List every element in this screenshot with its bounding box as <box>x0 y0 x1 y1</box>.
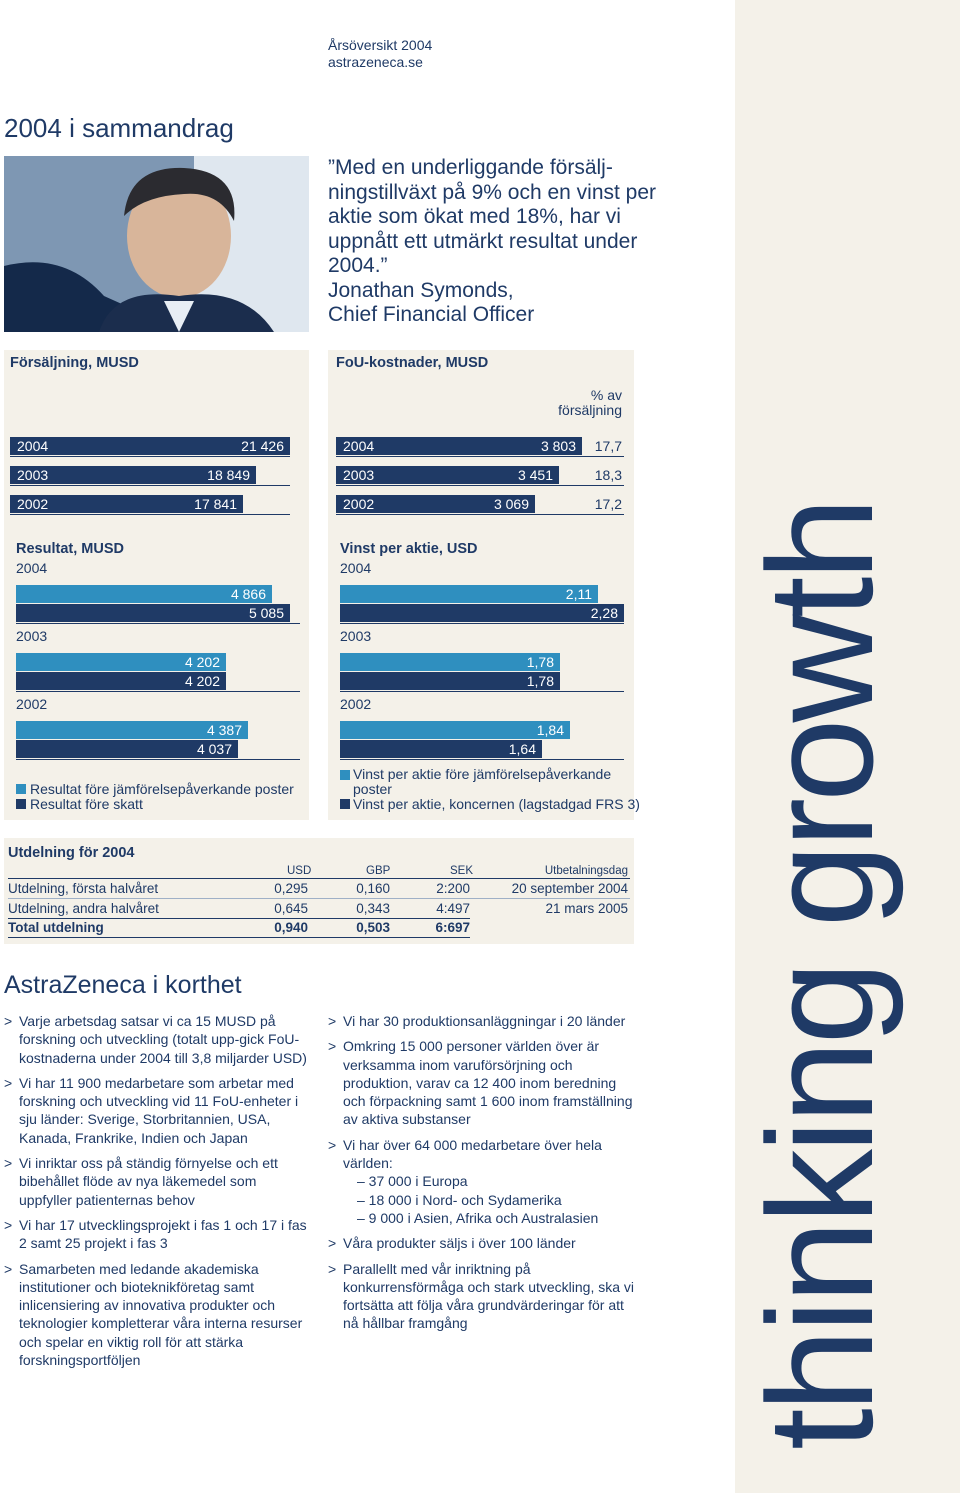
list-item: > Våra produkter säljs i över 100 länder <box>328 1235 576 1252</box>
list-item: > Vi har 17 utvecklingsprojekt i fas 1 och 17 i fas 2 samt 25 projekt i fas 3 <box>4 1216 307 1252</box>
eps-value-a: 2,11 <box>565 586 592 602</box>
eps-value-a: 1,78 <box>526 654 554 670</box>
rnd-value: 3 069 <box>493 496 529 512</box>
result-value-b: 4 037 <box>196 741 232 757</box>
div-total-label: Total utdelning <box>8 920 104 935</box>
eps-value-b: 2,28 <box>590 605 618 621</box>
result-legend-b: Resultat före skatt <box>30 796 143 812</box>
rnd-baseline <box>336 456 624 457</box>
portrait-photo <box>4 156 309 332</box>
eps-value-b: 1,78 <box>526 673 554 689</box>
pct-header: % av försäljning <box>558 387 622 418</box>
div-row1-date: 20 september 2004 <box>511 881 628 896</box>
sub-item: – 9 000 i Asien, Afrika och Australasien <box>357 1209 599 1226</box>
sub-item: – 18 000 i Nord- och Sydamerika <box>357 1191 562 1208</box>
eps-baseline <box>340 759 624 760</box>
div-total-usd: 0,940 <box>274 920 308 935</box>
div-row2-label: Utdelning, andra halvåret <box>8 901 159 916</box>
quote-author: Jonathan Symonds, <box>328 278 514 302</box>
sales-value: 21 426 <box>241 438 284 454</box>
sales-year: 2002 <box>17 496 49 512</box>
table-line <box>8 878 630 879</box>
col-date: Utbetalningsdag <box>544 865 628 877</box>
eps-legend-b: Vinst per aktie, koncernen (lagstadgad FRS 3) <box>353 796 640 812</box>
list-item: > Parallellt med vår inriktning på konkurrensförmåga och stark utveckling, ska vi fortsätta att följa våra grundvärderingar för att nå hållbar framgång <box>328 1260 635 1332</box>
rnd-pct: 17,2 <box>594 496 622 512</box>
result-title: Resultat, MUSD <box>16 541 124 557</box>
rnd-year: 2004 <box>343 438 375 454</box>
brief-right-list <box>328 1012 638 1340</box>
result-baseline <box>16 759 300 760</box>
rnd-value: 3 451 <box>517 467 553 483</box>
list-item: > Vi har över 64 000 medarbetare över hela världen: – 37 000 i Europa – 18 000 i Nord- och Sydamerika – 9 000 i Asien, Afrika och Australasien <box>328 1136 638 1227</box>
table-line <box>8 898 630 899</box>
eps-year: 2002 <box>340 696 372 712</box>
legend-dark-swatch <box>16 799 26 809</box>
report-header <box>328 37 432 71</box>
eps-year: 2004 <box>340 560 372 576</box>
eps-legend-a1: Vinst per aktie före jämförelsepåverkande <box>353 766 612 782</box>
eps-baseline <box>340 623 624 624</box>
result-year: 2002 <box>16 696 48 712</box>
eps-value-b: 1,64 <box>508 741 536 757</box>
quote-text: ”Med en underliggande försälj-ningstillväxt på 9% och en vinst per aktie som ökat med 18%, har vi uppnått ett utmärkt resultat under 2004.” <box>328 156 657 277</box>
list-item: > Varje arbetsdag satsar vi ca 15 MUSD på forskning och utveckling (totalt upp-gick FoU-kostnaderna under 2004 till 3,8 miljarder USD) <box>4 1013 307 1066</box>
rnd-pct: 18,3 <box>594 467 622 483</box>
brief-left-list <box>4 1012 309 1376</box>
div-row1-usd: 0,295 <box>274 881 308 896</box>
sales-value: 18 849 <box>207 467 250 483</box>
rnd-title: FoU-kostnader, MUSD <box>336 355 489 371</box>
quote-role: Chief Financial Officer <box>328 303 535 326</box>
ceo-quote <box>328 156 688 328</box>
result-value-a: 4 387 <box>206 722 242 738</box>
list-item: > Vi har 11 900 medarbetare som arbetar med forskning och utveckling vid 11 FoU-enheter i sju länder: Sverige, Storbritannien, USA, Kanada, Frankrike, Indien och Japan <box>4 1074 299 1146</box>
vertical-slogan: thinking growth <box>736 501 904 1450</box>
eps-title: Vinst per aktie, USD <box>340 541 478 557</box>
dividend-title: Utdelning för 2004 <box>8 845 135 861</box>
rnd-baseline <box>336 514 624 515</box>
div-total-gbp: 0,503 <box>356 920 390 935</box>
div-row2-date: 21 mars 2005 <box>545 901 628 916</box>
eps-legend-a2: poster <box>353 781 392 797</box>
list-item: > Samarbeten med ledande akademiska institutioner och bioteknikföretag samt inlicensiering av innovativa produkter och teknologier kompletterar våra interna resurser och spelar en viktig roll för att stärka forskningsportföljen <box>4 1260 303 1369</box>
col-gbp: GBP <box>366 865 391 877</box>
list-item: > Omkring 15 000 personer världen över är verksamma inom varuförsörjning och produktion, varav ca 12 400 inom beredning och förpackning samt 1 600 inom framställning av aktiva substanser <box>328 1038 633 1128</box>
div-row2-gbp: 0,343 <box>356 901 390 916</box>
list-item: > Vi har 30 produktionsanläggningar i 20 länder <box>328 1013 626 1029</box>
eps-legend-light-swatch <box>340 770 350 780</box>
sales-value: 17 841 <box>194 496 237 512</box>
rnd-year: 2002 <box>343 496 375 512</box>
table-line <box>8 937 470 938</box>
sales-year: 2004 <box>17 438 49 454</box>
result-year: 2004 <box>16 560 48 576</box>
sales-baseline <box>10 456 290 457</box>
eps-year: 2003 <box>340 628 372 644</box>
list-item: > Vi inriktar oss på ständig förnyelse och ett bibehållet flöde av nya läkemedel som uppfyller patienternas behov <box>4 1155 278 1208</box>
result-value-a: 4 202 <box>184 654 220 670</box>
result-value-b: 4 202 <box>184 673 220 689</box>
sub-item: – 37 000 i Europa <box>357 1173 468 1190</box>
rnd-year: 2003 <box>343 467 375 483</box>
rnd-baseline <box>336 485 624 486</box>
header-url[interactable]: astrazeneca.se <box>328 54 423 70</box>
header-title: Årsöversikt 2004 <box>328 37 433 53</box>
sales-year: 2003 <box>17 467 49 483</box>
sales-title: Försäljning, MUSD <box>10 355 139 371</box>
result-legend-a: Resultat före jämförelsepåverkande poster <box>30 781 294 797</box>
eps-legend-dark-swatch <box>340 799 350 809</box>
brief-title: AstraZeneca i korthet <box>4 971 242 999</box>
rnd-pct: 17,7 <box>594 438 622 454</box>
col-usd: USD <box>287 865 312 877</box>
eps-value-a: 1,84 <box>536 722 564 738</box>
sales-baseline <box>10 514 290 515</box>
legend-light-swatch <box>16 784 26 794</box>
sales-baseline <box>10 485 290 486</box>
div-row1-gbp: 0,160 <box>356 881 390 896</box>
result-baseline <box>16 623 300 624</box>
result-year: 2003 <box>16 628 48 644</box>
col-sek: SEK <box>450 865 474 877</box>
div-row2-sek: 4:497 <box>436 901 470 916</box>
div-row1-sek: 2:200 <box>436 881 470 896</box>
div-row2-usd: 0,645 <box>274 901 308 916</box>
div-row1-label: Utdelning, första halvåret <box>8 881 159 896</box>
div-total-sek: 6:697 <box>435 920 470 935</box>
eps-baseline <box>340 691 624 692</box>
rnd-value: 3 803 <box>540 438 576 454</box>
result-value-a: 4 866 <box>230 586 266 602</box>
page-title: 2004 i sammandrag <box>4 113 234 143</box>
result-baseline <box>16 691 300 692</box>
result-value-b: 5 085 <box>248 605 284 621</box>
